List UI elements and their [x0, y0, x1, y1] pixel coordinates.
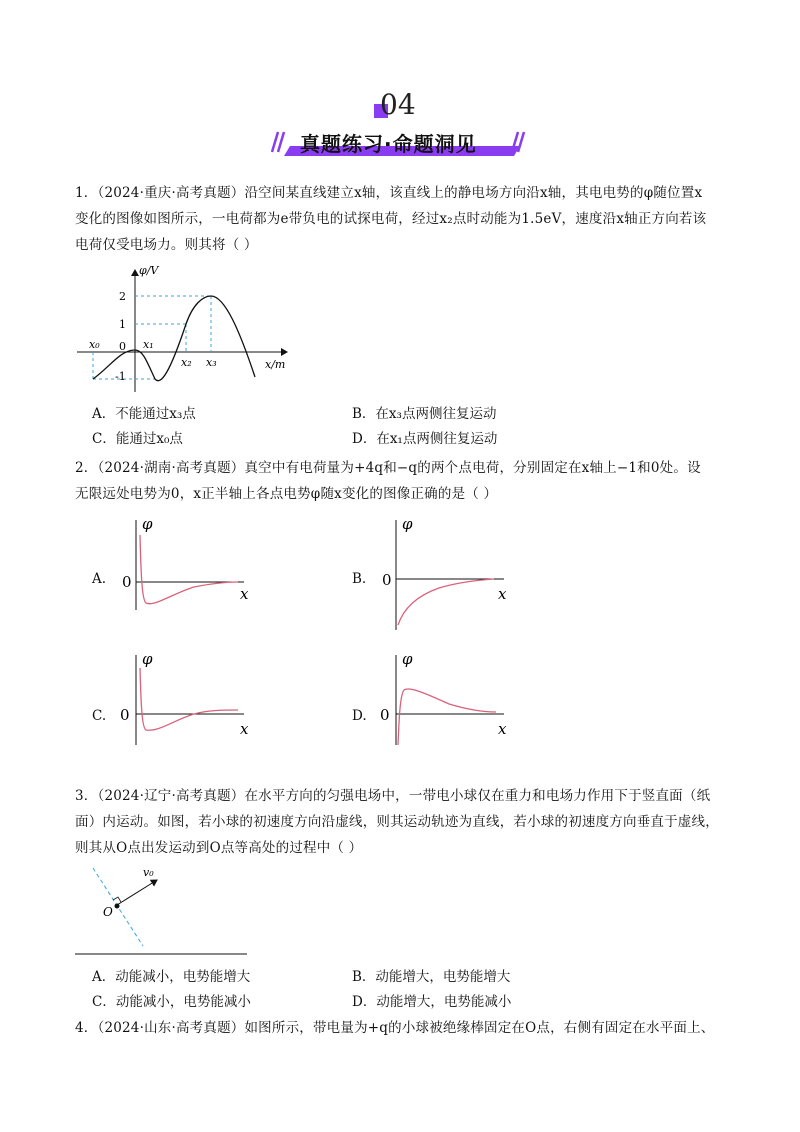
- q2-d-x: x: [498, 720, 507, 738]
- q3-option-d[interactable]: D．动能增大，电势能减小: [352, 994, 512, 1010]
- section-title: 真题练习·命题洞见: [300, 132, 477, 156]
- q1-option-a[interactable]: A．不能通过x₃点: [92, 406, 196, 422]
- q2-curve-b: [398, 579, 494, 625]
- q4-line1: 4．（2024·山东·高考真题）如图所示，带电量为+q的小球被绝缘棒固定在O点，右侧有固定在水平面上、: [75, 1020, 715, 1036]
- q3-line3: 则其从O点出发运动到O点等高处的过程中（ ）: [75, 840, 363, 856]
- q2-curve-d: [398, 689, 496, 745]
- q2-label-b[interactable]: B.: [352, 571, 367, 587]
- q1-tick-0: 0: [119, 340, 126, 353]
- q1-x3: x₃: [206, 356, 217, 369]
- q2-label-d[interactable]: D.: [352, 708, 367, 724]
- q1-line3: 电荷仅受电场力。则其将（ ）: [75, 237, 258, 253]
- q3-option-a[interactable]: A．动能减小，电势能增大: [92, 969, 251, 985]
- q2-graph-c[interactable]: [114, 650, 254, 750]
- q2-b-zero: 0: [382, 571, 392, 589]
- q3-line2: 面）内运动。如图，若小球的初速度方向沿虚线，则其运动轨迹为直线，若小球的初速度方向垂直于虚线，: [75, 814, 719, 830]
- q1-tick-1: 1: [119, 318, 126, 331]
- section-header: [0, 88, 800, 168]
- q3-v0: v₀: [143, 866, 154, 879]
- q1-line2: 变化的图像如图所示，一电荷都为e带负电的试探电荷，经过x₂点时动能为1.5eV，速度沿x轴正方向若该: [75, 211, 707, 227]
- q1-option-d[interactable]: D．在x₁点两侧往复运动: [352, 431, 498, 447]
- q1-line1: 1．（2024·重庆·高考真题）沿空间某直线建立x轴，该直线上的静电场方向沿x轴，其电电势的φ随位置x: [75, 185, 703, 201]
- q2-line1: 2．（2024·湖南·高考真题）真空中有电荷量为+4q和−q的两个点电荷，分别固定在x轴上−1和0处。设: [75, 460, 701, 476]
- q2-c-zero: 0: [120, 706, 130, 724]
- q2-graph-b[interactable]: [374, 515, 514, 635]
- q2-curve-c: [140, 668, 238, 730]
- q2-d-zero: 0: [380, 706, 390, 724]
- q2-graph-a[interactable]: [114, 515, 254, 615]
- q2-c-x: x: [240, 720, 249, 738]
- section-number: 04: [380, 88, 416, 121]
- q1-tick-2: 2: [119, 290, 126, 303]
- q2-b-x: x: [498, 585, 507, 603]
- q2-graph-d[interactable]: [374, 650, 514, 750]
- q2-a-phi: φ: [142, 515, 153, 533]
- q3-option-b[interactable]: B．动能增大，电势能增大: [352, 969, 511, 985]
- q3-point-o: [115, 904, 120, 909]
- q1-curve: [93, 296, 255, 381]
- q2-curve-a: [140, 535, 238, 604]
- q1-x-label: x/m: [265, 358, 286, 371]
- q3-diagram: [75, 860, 255, 980]
- q2-c-phi: φ: [142, 650, 153, 668]
- q2-label-a[interactable]: A.: [92, 571, 107, 587]
- q1-x2: x₂: [181, 356, 192, 369]
- q2-a-x: x: [240, 585, 249, 603]
- q1-y-label: φ/V: [139, 264, 159, 277]
- q2-label-c[interactable]: C.: [92, 708, 107, 724]
- q1-x0: x₀: [89, 338, 100, 351]
- q3-option-c[interactable]: C．动能减小，电势能减小: [92, 994, 251, 1010]
- q1-graph: [75, 262, 305, 402]
- q1-x1: x₁: [143, 338, 154, 351]
- q2-b-phi: φ: [402, 515, 413, 533]
- q3-line1: 3．（2024·辽宁·高考真题）在水平方向的匀强电场中，一带电小球仅在重力和电场力作用下于竖直面（纸: [75, 788, 711, 804]
- q2-d-phi: φ: [402, 650, 413, 668]
- q3-velocity-arrow: [117, 880, 157, 905]
- q1-tick-m1: -1: [115, 370, 126, 383]
- q2-a-zero: 0: [122, 573, 132, 591]
- q2-line2: 无限远处电势为0，x正半轴上各点电势φ随x变化的图像正确的是（ ）: [75, 486, 498, 502]
- q3-o-label: O: [103, 905, 113, 919]
- q1-option-c[interactable]: C．能通过x₀点: [92, 431, 183, 447]
- q1-option-b[interactable]: B．在x₃点两侧往复运动: [352, 406, 497, 422]
